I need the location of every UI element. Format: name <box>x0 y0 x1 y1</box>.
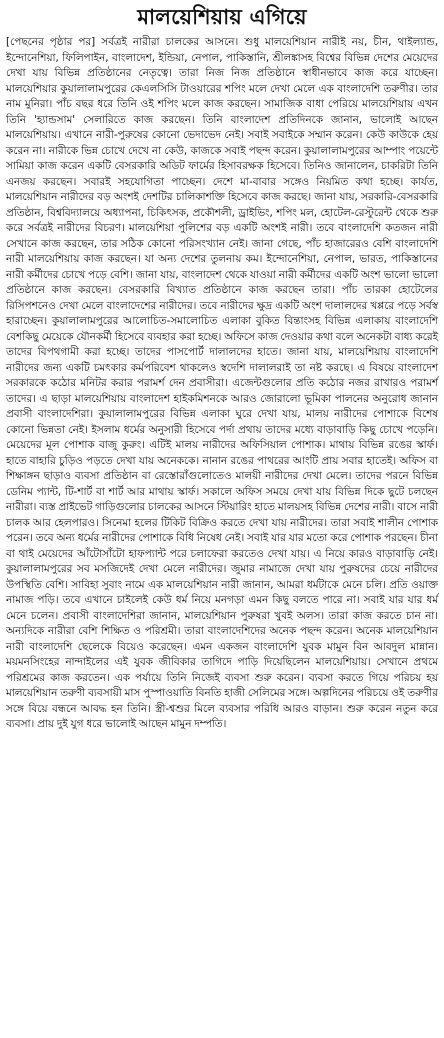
article-body <box>6 35 438 733</box>
article-headline: মালয়েশিয়ায় এগিয়ে <box>137 5 307 29</box>
continued-from-tag: [পেছনের পৃষ্ঠার পর] <box>6 36 96 48</box>
article-text: সর্বত্রই নারীরা চালকের আসনে। শুধু মালয়েশিয়ান নারীই নয়, চীন, থাইল্যান্ড, ইন্দোনেশিয়া, ফিলিপাইন, বাংলাদেশ, ইন্ডিয়া, নেপাল, পাকিস্তানি, শ্রীলঙ্কাসহ বিশ্বের বিভিন্ন দেশের মেয়েদের দেখা যায় বিভিন্ন প্রতিষ্ঠানের নেতৃত্বে। তারা নিজ নিজ প্রতিষ্ঠানে স্বাধীনভাবে কাজ করে যাচ্ছেন। মালয়েশিয়ার কুয়ালালামপুরের কেএলসিসি টাওয়ারের শপিং মলে দেখা মেলে এক বাংলাদেশি তরুণীর। তার নাম মুনিরা। পাঁচ বছর ধরে তিনি ওই শপিং মলে কাজ করছেন। সামাজিক বাধা পেরিয়ে মালয়েশিয়ায় এখন তিনি 'হ্যান্ডসাম' সেলারিতে কাজ করছেন। তিনি বাংলাদেশ প্রতিদিনকে জানান, ভালোই আছেন মালয়েশিয়ায়। এখানে নারী-পুরুষের কোনো ভেদাভেদ নেই। সবাই সবাইকে সম্মান করেন। কেউ কাউকে হেয় করেন না। নারীকে ভিন্ন চোখে দেখে না কেউ, কাজকে সবাই পছন্দ করেন। কুয়ালালামপুরের আম্পাং পয়েন্টে সামিয়া কাজ করেন একটি বেসরকারি অডিট ফার্মের হিসাবরক্ষক হিসেবে। তিনিও জানালেন, চাকরিটা তিনি এনজয় করছেন। সবারই সহযোগিতা পাচ্ছেন। দেশে মা-বাবার সঙ্গেও নিয়মিত কথা হচ্ছে। কার্যত, মালয়েশিয়ান নারীদের বড় অংশই দেশটির চালিকাশক্তি হিসেবে কাজ করছে। জানা যায়, সরকারি-বেসরকারি প্রতিষ্ঠান, বিশ্ববিদ্যালয়ে অধ্যাপনা, চিকিৎসক, প্রকৌশলী, ড্রাইভিং, শপিং মল, হোটেল-রেস্টুরেন্ট থেকে শুরু করে সর্বত্রই নারীদের বিচরণ। মালয়েশিয়া পুলিশের বড় একটি অংশই নারী। তবে বাংলাদেশি কতজন নারী সেখানে কাজ করছেন, তার সঠিক কোনো পরিসংখ্যান নেই। জানা গেছে, পাঁচ হাজারেরও বেশি বাংলাদেশি নারী মালয়েশিয়ায় কাজ করছেন। যা অন্য দেশের তুলনায় কম। ইন্দোনেশিয়া, নেপাল, ভারত, পাকিস্তানের নারী কর্মীদের চোখে পড়ে বেশি। জানা যায়, বাংলাদেশ থেকে যাওয়া নারী কর্মীদের একটি অংশ ভালো ভালো প্রতিষ্ঠানে কাজ করছেন। বেসরকারি বিখ্যাত প্রতিষ্ঠানে কাজ করছেন তারা। পাঁচ তারকা হোটেলের রিসিপশনেও দেখা মেলে বাংলাদেশের নারীদের। তবে নারীদের ক্ষুদ্র একটি অংশ দালালদের খপ্পরে পড়ে সর্বস্ব হারাচ্ছেন। কুয়ালালামপুরের আলোচিত-সমালোচিত এলাকা বুকিত বিন্তাংসহ বিভিন্ন এলাকায় বাংলাদেশি বেশকিছু মেয়েকে যৌনকর্মী হিসেবে ব্যবহার করা হচ্ছে। অফিসে কাজ দেওয়ার কথা বলে অনেকটা বাধ্য করেই তাদের বিপথগামী করা হচ্ছে। তাদের পাসপোর্ট দালালদের হাতে। জানা যায়, মালয়েশিয়ায় বাংলাদেশি নারীদের জন্য একটি চমৎকার কর্মপরিবেশ থাকলেও স্বদেশি দালালরাই তা নষ্ট করছে। এ বিষয়ে বাংলাদেশ সরকারকে কঠোর মনিটর করার পরামর্শ দেন প্রবাসীরা। এজেন্টগুলোর প্রতি কঠোর নজর রাখারও পরামর্শ তাদের। এ ছাড়া মালয়েশিয়ায় বাংলাদেশ হাইকমিশনকে আরও জোরালো ভূমিকা পালনের অনুরোধ জানান প্রবাসী বাংলাদেশিরা। কুয়ালালামপুরের বিভিন্ন এলাকা ঘুরে দেখা যায়, মালয় নারীদের পোশাকে বিশেষ কোনো ভিন্নতা নেই। ইসলাম ধর্মের অনুসারী হিসেবে পর্দা প্রথায় তাদের মধ্যে বাড়াবাড়ি কিছু চোখে পড়েনি। মেয়েদের মূল পোশাক বাজু কুরুং। এটিই মালয় নারীদের অফিসিয়াল পোশাক। মাথায় বিভিন্ন রঙের স্কার্ফ। হাতে বাহারি চুড়িও পড়তে দেখা যায় অনেককে। নানান রঙের পাথরের আংটি প্রায় সবার হাতেই। অফিস বা শিক্ষাঙ্গন ছাড়াও ব্যবসা প্রতিষ্ঠান বা রেস্তোরাঁগুলোতেও মালয়ী নারীদের দেখা মেলে। তাদের পরনে বিভিন্ন ডেনিম প্যান্ট, টি-শার্ট বা শার্ট আর মাথায় স্কার্ফ। সকালে অফিস সময়ে দেখা যায় বিভিন্ন দিকে ছুটে চলছেন নারীরা। ব্যস্ত প্রাইভেট গাড়িগুলোর চালকের আসনে স্টিয়ারিং হাতে মালয়সহ বিভিন্ন দেশের নারী। বাসে নারী চালক আর হেলপারও। সিনেমা হলের টিকিট বিক্রিও করতে দেখা যায় নারীদের। তারা সবাই শালীন পোশাক পরেন। তবে অন্য ধর্মের নারীদের পোশাকে বিধি নিষেধ নেই। সবাই যার যার মতো করে পোশাক পরছেন। চীনা বা থাই মেয়েদের আঁটোসাঁটো হাফপ্যান্ট পরে চলাফেরা করতেও দেখা যায়। এ নিয়ে কারও বাড়াবাড়ি নেই। কুয়ালালামপুরের সব মসজিদেই দেখা মেলে নারীদের। জুমার নামাজে দেখা যায় পুরুষদের চেয়ে নারীদের উপস্থিতি বেশি। সাবিহা সুবাং নামে এক মালয়েশিয়ান নারী জানান, আমরা ধর্মটাকে মেনে চলি। প্রতি ওয়াক্ত নামাজ পড়ি। তবে এখানে চাইলেই কেউ ধর্ম নিয়ে মনগড়া এমন কিছু বলতে পারে না। সবাই যার যার ধর্ম মেনে চলেন। প্রবাসী বাংলাদেশিরা জানান, মালয়েশিয়ান পুরুষরা খুবই অলস। তারা কাজ করতে চান না। অন্যদিকে নারীরা বেশি শিক্ষিত ও পরিশ্রমী। তারা বাংলাদেশিদের অনেক পছন্দ করেন। অনেক মালয়েশিয়ান নারী বাংলাদেশি ছেলেকে বিয়েও করেছেন। এমন একজন বাংলাদেশি যুবক মামুন বিন আবদুল মান্নান। ময়মনসিংহের নান্দাইলের এই যুবক জীবিকার তাগিদে পাড়ি দিয়েছিলেন মালয়েশিয়ায়। সেখানে প্রথমে পরিশ্রমের কাজ করতেন। এক পর্যায়ে তিনি নিজেই ব্যবসা শুরু করেন। ব্যবসা করতে গিয়ে পরিচয় হয় মালয়েশিয়ান তরুণী ব্যবসায়ী মাস পুস্পাওয়াতি বিনতি হাজী সেলিমের সঙ্গে। অল্পদিনের পরিচয়ে ওই তরুণীর সঙ্গে বিয়ে বন্ধনে আবদ্ধ হন তিনি। স্ত্রী-শ্বশুর মিলে ব্যবসার পরিধি আরও বাড়ান। শুরু করেন নতুন করে ব্যবসা। প্রায় দুই যুগ ধরে ভালোই আছেন মামুন দম্পতি। <box>6 36 438 730</box>
